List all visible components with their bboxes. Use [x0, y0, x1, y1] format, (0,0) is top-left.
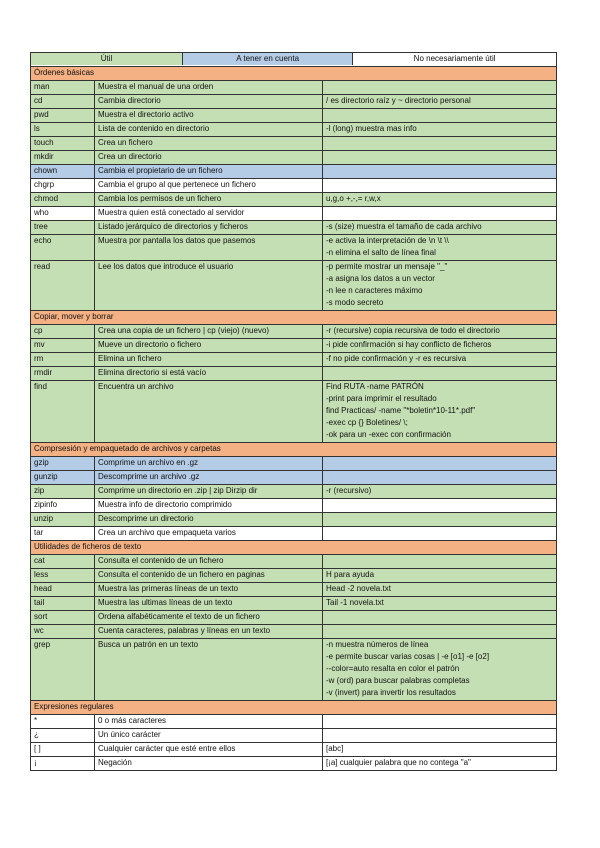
command-notes — [323, 757, 557, 771]
command-row — [31, 207, 557, 221]
command-name: ls — [31, 123, 95, 137]
command-name: wc — [31, 625, 95, 639]
command-description: Descomprime un archivo .gz — [95, 471, 323, 485]
command-description: Muestra las ultimas líneas de un texto — [95, 597, 323, 611]
command-row — [31, 583, 557, 597]
legend-useful: Útil — [31, 53, 182, 65]
command-notes — [323, 367, 557, 381]
command-description: Crea un archivo que empaqueta varios — [95, 527, 323, 541]
note-line: -exec cp {} Boletines/ \; — [326, 418, 408, 427]
command-description: Encuentra un archivo — [95, 381, 323, 443]
command-notes — [323, 151, 557, 165]
command-notes — [323, 221, 557, 235]
command-description: Busca un patrón en un texto — [95, 639, 323, 701]
section-header — [31, 311, 557, 325]
command-notes — [323, 485, 557, 499]
command-name: * — [31, 715, 95, 729]
command-description: Mueve un directorio o fichero — [95, 339, 323, 353]
command-name: zip — [31, 485, 95, 499]
command-name: mkdir — [31, 151, 95, 165]
section-title: Comprsesión y empaquetado de archivos y carpetas — [31, 443, 557, 457]
note-line: -e permite buscar varias cosas | -e [o1] -e [o2] — [326, 652, 490, 661]
command-name: who — [31, 207, 95, 221]
command-description: Muestra las primeras líneas de un texto — [95, 583, 323, 597]
command-notes — [323, 137, 557, 151]
command-description: Crea un fichero — [95, 137, 323, 151]
note-line: / es directorio raíz y ~ directorio personal — [326, 96, 471, 105]
command-name: chmod — [31, 193, 95, 207]
command-row — [31, 193, 557, 207]
command-notes — [323, 165, 557, 179]
note-line: [abc] — [326, 744, 344, 753]
legend-row — [31, 53, 557, 67]
command-name: unzip — [31, 513, 95, 527]
note-line: -s modo secreto — [326, 298, 384, 307]
command-row — [31, 261, 557, 311]
command-row — [31, 729, 557, 743]
command-description: 0 o más caracteres — [95, 715, 323, 729]
command-row — [31, 339, 557, 353]
note-line: Find RUTA -name PATRÓN — [326, 382, 424, 391]
command-name: grep — [31, 639, 95, 701]
command-name: cp — [31, 325, 95, 339]
command-row — [31, 367, 557, 381]
command-name: gzip — [31, 457, 95, 471]
command-row — [31, 353, 557, 367]
command-description: Elimina directorio si está vacío — [95, 367, 323, 381]
note-line: -v (invert) para invertir los resultados — [326, 688, 456, 697]
note-line: [¡a] cualquier palabra que no contega "a" — [326, 758, 471, 767]
command-notes — [323, 555, 557, 569]
command-description: Muestra el manual de una orden — [95, 81, 323, 95]
command-description: Consulta el contenido de un fichero en paginas — [95, 569, 323, 583]
command-description: Lista de contenido en directorio — [95, 123, 323, 137]
command-row — [31, 179, 557, 193]
note-line: u,g,o +,-,= r,w,x — [326, 194, 381, 203]
command-name: rm — [31, 353, 95, 367]
note-line: -n muestra números de línea — [326, 640, 429, 649]
command-row — [31, 485, 557, 499]
note-line: -print para imprimir el resultado — [326, 394, 437, 403]
command-notes — [323, 639, 557, 701]
command-row — [31, 235, 557, 261]
legend-note: A tener en cuenta — [182, 53, 352, 65]
command-row — [31, 123, 557, 137]
command-row — [31, 109, 557, 123]
command-row — [31, 639, 557, 701]
note-line: -a asigna los datos a un vector — [326, 274, 435, 283]
command-name: zipinfo — [31, 499, 95, 513]
command-notes — [323, 381, 557, 443]
command-notes — [323, 499, 557, 513]
command-notes — [323, 729, 557, 743]
note-line: -r (recursive) copia recursiva de todo el directorio — [326, 326, 500, 335]
command-description: Cuenta caracteres, palabras y líneas en un texto — [95, 625, 323, 639]
command-notes — [323, 207, 557, 221]
legend-not-useful: No necesariamente útil — [352, 53, 556, 65]
command-notes — [323, 325, 557, 339]
command-description: Cualquier carácter que esté entre ellos — [95, 743, 323, 757]
command-notes — [323, 513, 557, 527]
command-description: Negación — [95, 757, 323, 771]
section-header — [31, 701, 557, 715]
command-name: tail — [31, 597, 95, 611]
note-line: Tail -1 novela.txt — [326, 598, 384, 607]
command-row — [31, 165, 557, 179]
command-name: chown — [31, 165, 95, 179]
command-description: Muestra quien está conectado al servidor — [95, 207, 323, 221]
command-row — [31, 499, 557, 513]
command-notes — [323, 611, 557, 625]
command-name: ¡ — [31, 757, 95, 771]
command-description: Lee los datos que introduce el usuario — [95, 261, 323, 311]
command-description: Listado jerárquico de directorios y ficheros — [95, 221, 323, 235]
note-line: -l (long) muestra mas info — [326, 124, 417, 133]
command-notes — [323, 625, 557, 639]
command-name: find — [31, 381, 95, 443]
command-name: pwd — [31, 109, 95, 123]
command-row — [31, 381, 557, 443]
command-row — [31, 137, 557, 151]
command-row — [31, 95, 557, 109]
command-name: echo — [31, 235, 95, 261]
section-header — [31, 541, 557, 555]
command-notes — [323, 527, 557, 541]
note-line: Head -2 novela.txt — [326, 584, 391, 593]
command-name: ¿ — [31, 729, 95, 743]
command-name: tree — [31, 221, 95, 235]
command-notes — [323, 715, 557, 729]
command-description: Crea un directorio — [95, 151, 323, 165]
command-notes — [323, 743, 557, 757]
note-line: -s (size) muestra el tamaño de cada archivo — [326, 222, 482, 231]
command-description: Cambia los permisos de un fichero — [95, 193, 323, 207]
section-title: Órdenes básicas — [31, 67, 557, 81]
command-name: cd — [31, 95, 95, 109]
command-name: read — [31, 261, 95, 311]
command-row — [31, 597, 557, 611]
section-title: Copiar, mover y borrar — [31, 311, 557, 325]
command-notes — [323, 179, 557, 193]
command-description: Comprime un directorio en .zip | zip Dirzip dir — [95, 485, 323, 499]
command-notes — [323, 583, 557, 597]
command-description: Elimina un fichero — [95, 353, 323, 367]
legend-container — [31, 53, 557, 67]
command-notes — [323, 597, 557, 611]
command-row — [31, 527, 557, 541]
command-description: Cambia directorio — [95, 95, 323, 109]
command-notes — [323, 471, 557, 485]
command-row — [31, 221, 557, 235]
note-line: -ok para un -exec con confirmación — [326, 430, 451, 439]
command-description: Crea una copia de un fichero | cp (viejo) (nuevo) — [95, 325, 323, 339]
command-row — [31, 81, 557, 95]
command-notes — [323, 261, 557, 311]
command-name: sort — [31, 611, 95, 625]
note-line: find Practicas/ -name "*boletin*10-11*.pdf" — [326, 406, 476, 415]
command-row — [31, 625, 557, 639]
command-row — [31, 325, 557, 339]
command-row — [31, 471, 557, 485]
command-row — [31, 457, 557, 471]
command-row — [31, 743, 557, 757]
command-description: Cambia el grupo al que pertenece un fichero — [95, 179, 323, 193]
command-row — [31, 513, 557, 527]
command-name: less — [31, 569, 95, 583]
command-notes — [323, 123, 557, 137]
command-row — [31, 757, 557, 771]
command-description: Cambia el propietario de un fichero — [95, 165, 323, 179]
command-name: [ ] — [31, 743, 95, 757]
command-notes — [323, 81, 557, 95]
note-line: -f no pide confirmación y -r es recursiva — [326, 354, 467, 363]
command-row — [31, 611, 557, 625]
command-description: Consulta el contenido de un fichero — [95, 555, 323, 569]
command-row — [31, 555, 557, 569]
command-name: tar — [31, 527, 95, 541]
command-name: gunzip — [31, 471, 95, 485]
note-line: --color=auto resalta en color el patrón — [326, 664, 460, 673]
section-header — [31, 67, 557, 81]
note-line: -n elimina el salto de línea final — [326, 248, 436, 257]
command-name: head — [31, 583, 95, 597]
command-name: cat — [31, 555, 95, 569]
command-row — [31, 569, 557, 583]
command-notes — [323, 235, 557, 261]
command-description: Ordena alfabéticamente el texto de un fichero — [95, 611, 323, 625]
command-description: Descomprime un directorio — [95, 513, 323, 527]
command-description: Comprime un archivo en .gz — [95, 457, 323, 471]
command-notes — [323, 109, 557, 123]
command-description: Un único carácter — [95, 729, 323, 743]
command-description: Muestra por pantalla los datos que pasemos — [95, 235, 323, 261]
command-name: chgrp — [31, 179, 95, 193]
note-line: -i pide confirmación si hay conflicto de ficheros — [326, 340, 492, 349]
command-name: touch — [31, 137, 95, 151]
cheat-sheet-table — [30, 52, 557, 771]
command-description: Muestra el directorio activo — [95, 109, 323, 123]
note-line: -r (recursivo) — [326, 486, 372, 495]
section-title: Expresiones regulares — [31, 701, 557, 715]
command-name: mv — [31, 339, 95, 353]
note-line: -e activa la interpretación de \n \t \\ — [326, 236, 449, 245]
note-line: -w (ord) para buscar palabras completas — [326, 676, 470, 685]
command-description: Muestra info de directorio comprimido — [95, 499, 323, 513]
note-line: -p permite mostrar un mensaje "_" — [326, 262, 448, 271]
note-line: H para ayuda — [326, 570, 375, 579]
command-notes — [323, 353, 557, 367]
command-notes — [323, 457, 557, 471]
note-line: -n lee n caracteres máximo — [326, 286, 423, 295]
command-notes — [323, 569, 557, 583]
command-row — [31, 151, 557, 165]
section-header — [31, 443, 557, 457]
section-title: Utilidades de ficheros de texto — [31, 541, 557, 555]
command-notes — [323, 95, 557, 109]
command-row — [31, 715, 557, 729]
command-name: man — [31, 81, 95, 95]
command-notes — [323, 193, 557, 207]
command-notes — [323, 339, 557, 353]
command-name: rmdir — [31, 367, 95, 381]
